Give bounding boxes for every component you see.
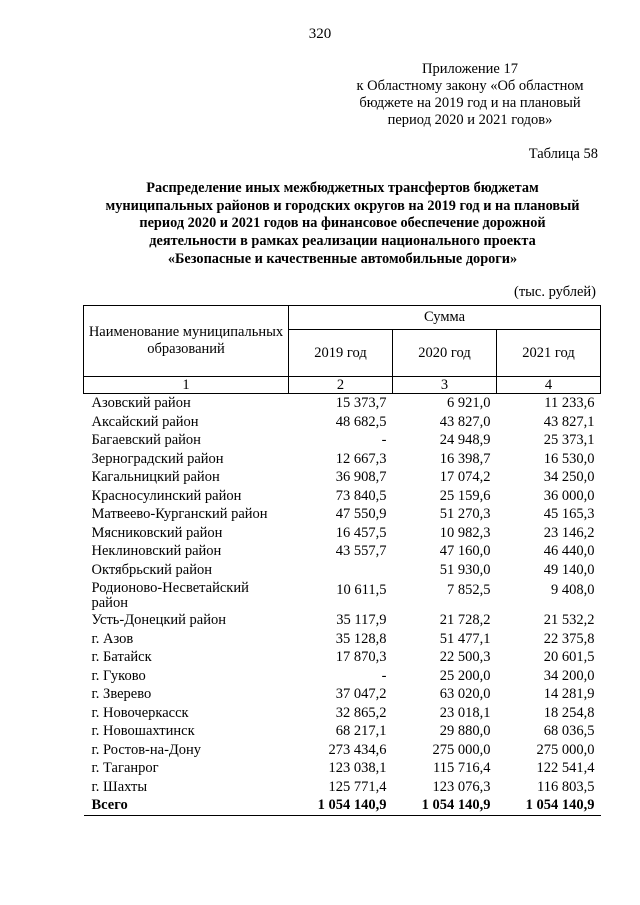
amount-2019: 35 128,8 xyxy=(335,630,387,647)
amount-2019: 16 457,5 xyxy=(335,524,387,541)
amount-2021: 46 440,0 xyxy=(543,543,595,559)
table-row xyxy=(84,685,601,704)
municipality-name: Неклиновский район xyxy=(91,543,222,559)
header-year-2021: 2021 год xyxy=(497,330,601,377)
municipality-name: г. Новочеркасск xyxy=(91,704,189,721)
total-2021: 1 054 140,9 xyxy=(497,796,601,815)
amount-2020: 29 880,0 xyxy=(439,723,491,739)
amount-2021: 49 140,0 xyxy=(543,561,595,578)
municipality-name: г. Шахты xyxy=(91,778,148,795)
table-row xyxy=(84,524,601,543)
amount-2019: - xyxy=(381,432,387,448)
municipality-name: г. Гуково xyxy=(91,667,146,684)
amount-2020: 23 018,1 xyxy=(439,704,491,721)
amount-2021: 23 146,2 xyxy=(543,524,595,541)
table-row xyxy=(84,394,601,413)
table-row xyxy=(84,611,601,630)
amount-2020: 17 074,2 xyxy=(439,469,491,485)
total-row xyxy=(84,796,601,815)
amount-2021: 122 541,4 xyxy=(536,760,595,776)
header-sum: Сумма xyxy=(289,306,601,330)
appendix-line: бюджете на 2019 год и на плановый xyxy=(359,95,581,111)
table-row xyxy=(84,704,601,723)
amount-2019: 48 682,5 xyxy=(335,413,387,430)
municipality-name: Красносулинский район xyxy=(91,487,242,504)
amount-2020: 6 921,0 xyxy=(447,395,491,411)
amount-2020: 123 076,3 xyxy=(432,778,491,795)
table-number-label: Таблица 58 xyxy=(528,146,598,162)
amount-2019: 68 217,1 xyxy=(335,723,387,739)
total-2020: 1 054 140,9 xyxy=(393,796,497,815)
table-row xyxy=(84,741,601,760)
municipality-name: Усть-Донецкий район xyxy=(91,612,226,628)
transfers-table xyxy=(83,305,601,816)
municipality-name: г. Азов xyxy=(91,630,134,647)
title-line: «Безопасные и качественные автомобильные дороги» xyxy=(167,250,518,267)
amount-2020: 51 270,3 xyxy=(439,506,491,522)
amount-2020: 24 948,9 xyxy=(439,432,491,448)
municipality-name: Родионово-Несветайский район xyxy=(91,580,249,611)
amount-2021: 14 281,9 xyxy=(543,686,595,702)
amount-2020: 16 398,7 xyxy=(439,450,491,467)
title-line: деятельности в рамках реализации национального проекта xyxy=(149,233,536,250)
amount-2019: 17 870,3 xyxy=(335,649,387,665)
amount-2021: 20 601,5 xyxy=(543,649,595,665)
document-title xyxy=(80,180,605,269)
amount-2019: 15 373,7 xyxy=(335,395,387,411)
amount-2021: 34 250,0 xyxy=(543,469,595,485)
amount-2021: 25 373,1 xyxy=(543,432,595,448)
amount-2019: 10 611,5 xyxy=(336,582,387,598)
municipality-name: г. Таганрог xyxy=(91,760,159,776)
table-row xyxy=(84,505,601,524)
table-row xyxy=(84,431,601,450)
amount-2021: 9 408,0 xyxy=(551,582,595,598)
amount-2019: 12 667,3 xyxy=(335,450,387,467)
amount-2020: 22 500,3 xyxy=(439,649,491,665)
table-row xyxy=(84,468,601,487)
municipality-name: Зерноградский район xyxy=(91,450,224,467)
amount-2020: 7 852,5 xyxy=(447,582,491,598)
amount-2020: 43 827,0 xyxy=(439,413,491,430)
amount-2021: 11 233,6 xyxy=(544,395,595,411)
column-index: 1 xyxy=(84,377,289,394)
total-label: Всего xyxy=(84,796,289,815)
appendix-line: к Областному закону «Об областном xyxy=(356,78,584,94)
title-line: период 2020 и 2021 годов на финансовое обеспечение дорожной xyxy=(139,215,546,232)
table-row xyxy=(84,579,601,611)
municipality-name: Мясниковский район xyxy=(91,524,223,541)
amount-2021: 34 200,0 xyxy=(543,667,595,684)
table-row xyxy=(84,648,601,667)
amount-2021: 45 165,3 xyxy=(543,506,595,522)
amount-2020: 275 000,0 xyxy=(432,741,491,758)
amount-2019: - xyxy=(381,667,387,684)
municipality-name: Октябрьский район xyxy=(91,561,212,578)
amount-2019: 37 047,2 xyxy=(335,686,387,702)
amount-2020: 63 020,0 xyxy=(439,686,491,702)
municipality-name: г. Ростов-на-Дону xyxy=(91,741,202,758)
table-row xyxy=(84,413,601,432)
column-index: 2 xyxy=(289,377,393,394)
title-line: Распределение иных межбюджетных трансфертов бюджетам xyxy=(146,180,539,196)
table-row xyxy=(84,450,601,469)
amount-2021: 116 803,5 xyxy=(537,778,595,795)
amount-2020: 10 982,3 xyxy=(439,524,491,541)
column-index: 4 xyxy=(497,377,601,394)
amount-2020: 25 200,0 xyxy=(439,667,491,684)
column-index: 3 xyxy=(393,377,497,394)
title-line: муниципальных районов и городских округов на 2019 год и на плановый xyxy=(105,197,580,214)
amount-2019: 73 840,5 xyxy=(335,487,387,504)
amount-2019: 32 865,2 xyxy=(335,704,387,721)
appendix-line: период 2020 и 2021 годов» xyxy=(387,112,553,128)
header-year-2019: 2019 год xyxy=(289,330,393,377)
amount-2019: 43 557,7 xyxy=(335,543,387,559)
municipality-name: Кагальницкий район xyxy=(91,469,220,485)
amount-2019: 36 908,7 xyxy=(335,469,387,485)
page-number: 320 xyxy=(308,26,332,42)
header-year-2020: 2020 год xyxy=(393,330,497,377)
table-row xyxy=(84,667,601,686)
amount-2019 xyxy=(289,561,393,580)
appendix-line: Приложение 17 xyxy=(422,61,518,77)
amount-2021: 68 036,5 xyxy=(543,723,595,739)
amount-2021: 16 530,0 xyxy=(543,450,595,467)
municipality-name: Матвеево-Курганский район xyxy=(91,506,268,522)
amount-2021: 22 375,8 xyxy=(543,630,595,647)
table-row xyxy=(84,542,601,561)
municipality-name: г. Новошахтинск xyxy=(91,723,195,739)
table-row xyxy=(84,722,601,741)
municipality-name: Аксайский район xyxy=(91,413,199,430)
units-label: (тыс. рублей) xyxy=(514,284,596,300)
amount-2020: 51 477,1 xyxy=(439,630,491,647)
table-row xyxy=(84,561,601,580)
table-row xyxy=(84,759,601,778)
header-name: Наименование муниципальных образований xyxy=(84,306,289,377)
amount-2020: 25 159,6 xyxy=(439,487,491,504)
amount-2020: 51 930,0 xyxy=(439,561,491,578)
amount-2020: 115 716,4 xyxy=(433,760,491,776)
amount-2021: 21 532,2 xyxy=(543,612,595,628)
municipality-name: Азовский район xyxy=(91,395,191,411)
amount-2019: 273 434,6 xyxy=(328,741,387,758)
amount-2021: 43 827,1 xyxy=(543,413,595,430)
amount-2021: 18 254,8 xyxy=(543,704,595,721)
amount-2019: 123 038,1 xyxy=(328,760,387,776)
total-2019: 1 054 140,9 xyxy=(289,796,393,815)
table-row xyxy=(84,778,601,797)
municipality-name: г. Зверево xyxy=(91,686,152,702)
amount-2020: 21 728,2 xyxy=(439,612,491,628)
appendix-note xyxy=(345,61,595,129)
amount-2021: 36 000,0 xyxy=(543,487,595,504)
amount-2019: 125 771,4 xyxy=(328,778,387,795)
table-row xyxy=(84,630,601,649)
municipality-name: г. Батайск xyxy=(91,649,152,665)
municipality-name: Багаевский район xyxy=(91,432,201,448)
table-row xyxy=(84,487,601,506)
amount-2019: 35 117,9 xyxy=(336,612,387,628)
amount-2020: 47 160,0 xyxy=(439,543,491,559)
amount-2019: 47 550,9 xyxy=(335,506,387,522)
amount-2021: 275 000,0 xyxy=(536,741,595,758)
